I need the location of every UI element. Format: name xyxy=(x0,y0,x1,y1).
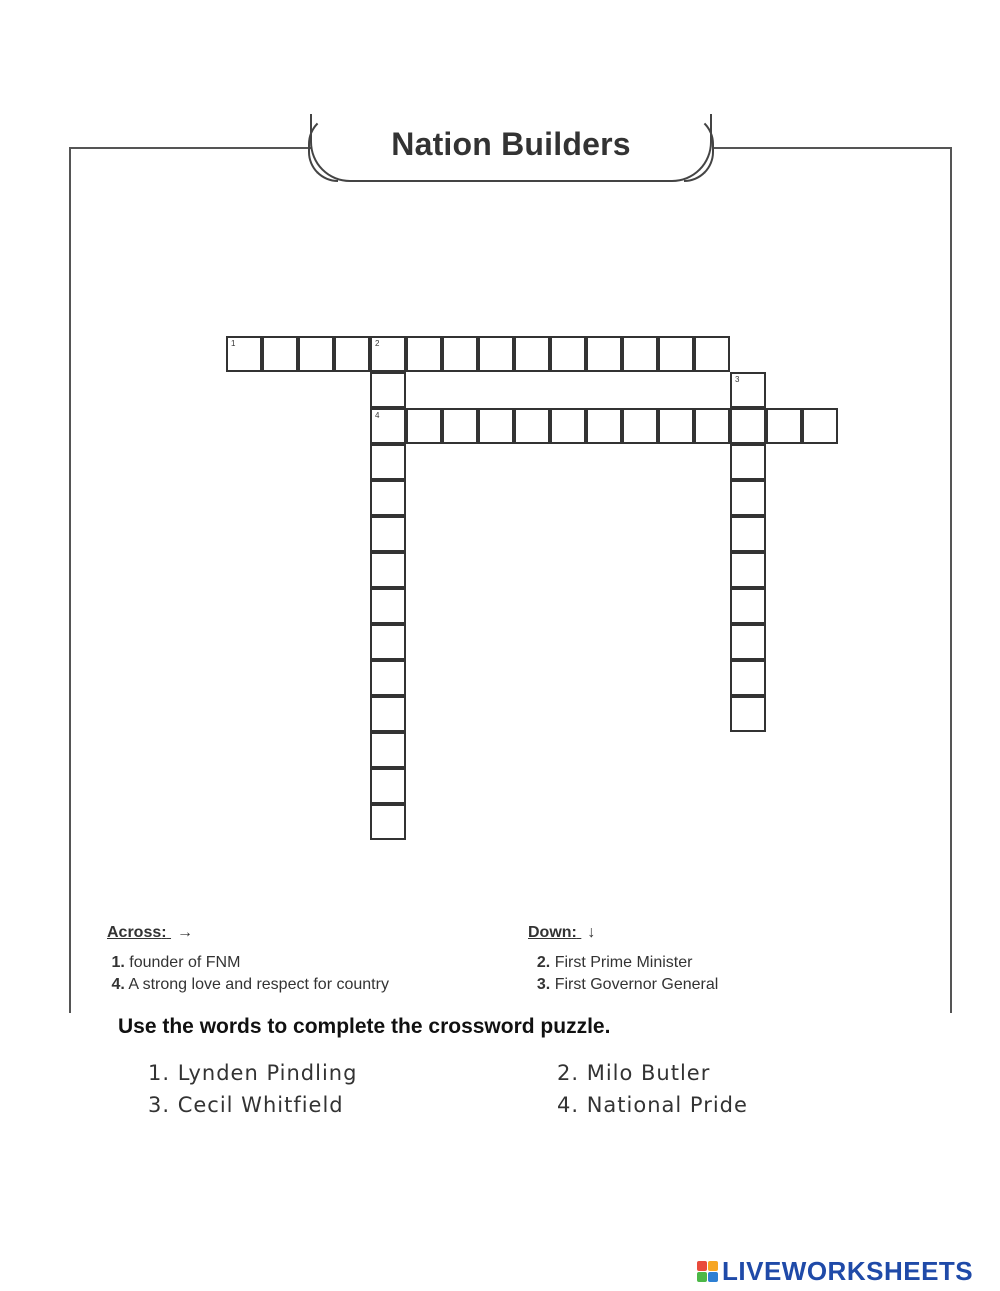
clue-text: First Prime Minister xyxy=(554,954,693,971)
worksheet-frame-right xyxy=(950,148,952,1013)
clue-number-label: 1 xyxy=(231,339,236,348)
crossword-cell[interactable] xyxy=(766,408,802,444)
clue-number: 1. xyxy=(111,954,125,971)
crossword-cell[interactable] xyxy=(514,336,550,372)
crossword-cell[interactable] xyxy=(370,372,406,408)
crossword-cell[interactable] xyxy=(730,480,766,516)
crossword-cell[interactable] xyxy=(370,516,406,552)
clue-number: 4. xyxy=(111,976,125,993)
crossword-cell[interactable] xyxy=(514,408,550,444)
word-bank-item-4: 4. National Pride xyxy=(557,1093,748,1117)
crossword-cell[interactable] xyxy=(370,732,406,768)
worksheet-frame-left xyxy=(69,148,71,1013)
arrow-right-icon: → xyxy=(177,924,194,941)
crossword-cell[interactable] xyxy=(730,696,766,732)
crossword-cell[interactable] xyxy=(334,336,370,372)
crossword-cell[interactable] xyxy=(370,552,406,588)
logo-square-2 xyxy=(708,1261,718,1271)
word-bank-item-1: 1. Lynden Pindling xyxy=(148,1061,358,1085)
worksheet-frame-top-right xyxy=(712,147,952,149)
worksheet-frame-top-left xyxy=(69,147,312,149)
crossword-cell[interactable] xyxy=(442,336,478,372)
crossword-cell[interactable] xyxy=(658,408,694,444)
down-heading xyxy=(528,924,718,942)
clue-across-1 xyxy=(107,952,389,974)
word-bank-item-2: 2. Milo Butler xyxy=(557,1061,711,1085)
crossword-cell[interactable] xyxy=(730,372,766,408)
instructions: Use the words to complete the crossword puzzle. xyxy=(118,1015,611,1038)
logo-square-4 xyxy=(708,1272,718,1282)
crossword-cell[interactable] xyxy=(730,408,766,444)
crossword-cell[interactable] xyxy=(370,588,406,624)
crossword-cell[interactable] xyxy=(694,408,730,444)
liveworksheets-logo-icon xyxy=(697,1261,719,1283)
down-heading-colon: : xyxy=(571,924,577,941)
crossword-cell[interactable] xyxy=(550,336,586,372)
crossword-cell[interactable] xyxy=(370,804,406,840)
crossword-cell[interactable] xyxy=(730,624,766,660)
clue-across-4 xyxy=(107,974,389,996)
clue-text: First Governor General xyxy=(554,976,719,993)
crossword-cell[interactable] xyxy=(406,408,442,444)
crossword-cell[interactable] xyxy=(802,408,838,444)
crossword-cell[interactable] xyxy=(262,336,298,372)
clues-across xyxy=(107,924,389,996)
crossword-cell[interactable] xyxy=(478,408,514,444)
logo-square-1 xyxy=(697,1261,707,1271)
crossword-cell[interactable] xyxy=(550,408,586,444)
liveworksheets-brand xyxy=(697,1256,973,1287)
crossword-cell[interactable] xyxy=(370,480,406,516)
crossword-cell[interactable] xyxy=(730,552,766,588)
crossword-cell[interactable] xyxy=(622,408,658,444)
crossword-cell[interactable] xyxy=(406,336,442,372)
crossword-cell[interactable] xyxy=(586,408,622,444)
clue-text: A strong love and respect for country xyxy=(128,976,389,993)
word-bank-item-3: 3. Cecil Whitfield xyxy=(148,1093,344,1117)
across-heading-label: Across xyxy=(107,924,162,941)
crossword-cell[interactable] xyxy=(730,516,766,552)
crossword-cell[interactable] xyxy=(298,336,334,372)
worksheet-title: Nation Builders xyxy=(391,126,631,162)
logo-square-3 xyxy=(697,1272,707,1282)
clue-number-label: 4 xyxy=(375,411,380,420)
crossword-cell[interactable] xyxy=(226,336,262,372)
crossword-cell[interactable] xyxy=(370,696,406,732)
across-heading-colon: : xyxy=(161,924,167,941)
brand-name: LIVEWORKSHEETS xyxy=(722,1256,974,1286)
crossword-cell[interactable] xyxy=(370,768,406,804)
clue-number: 3. xyxy=(536,976,551,993)
down-heading-label: Down xyxy=(528,924,572,941)
crossword-cell[interactable] xyxy=(442,408,478,444)
crossword-cell[interactable] xyxy=(370,408,406,444)
arrow-down-icon: ↓ xyxy=(587,924,596,941)
crossword-cell[interactable] xyxy=(658,336,694,372)
crossword-cell[interactable] xyxy=(478,336,514,372)
crossword-cell[interactable] xyxy=(370,336,406,372)
crossword-cell[interactable] xyxy=(730,588,766,624)
crossword-cell[interactable] xyxy=(622,336,658,372)
crossword-cell[interactable] xyxy=(370,660,406,696)
clues-down xyxy=(528,924,718,996)
clue-down-2 xyxy=(528,952,718,974)
clue-down-3 xyxy=(528,974,718,996)
crossword-cell[interactable] xyxy=(694,336,730,372)
crossword-cell[interactable] xyxy=(730,660,766,696)
clue-number-label: 3 xyxy=(735,375,740,384)
crossword-cell[interactable] xyxy=(370,444,406,480)
crossword-cell[interactable] xyxy=(730,444,766,480)
across-heading xyxy=(107,924,389,942)
clue-number-label: 2 xyxy=(375,339,380,348)
clue-number: 2. xyxy=(536,954,551,971)
crossword-cell[interactable] xyxy=(586,336,622,372)
crossword-cell[interactable] xyxy=(370,624,406,660)
clue-text: founder of FNM xyxy=(129,954,241,971)
